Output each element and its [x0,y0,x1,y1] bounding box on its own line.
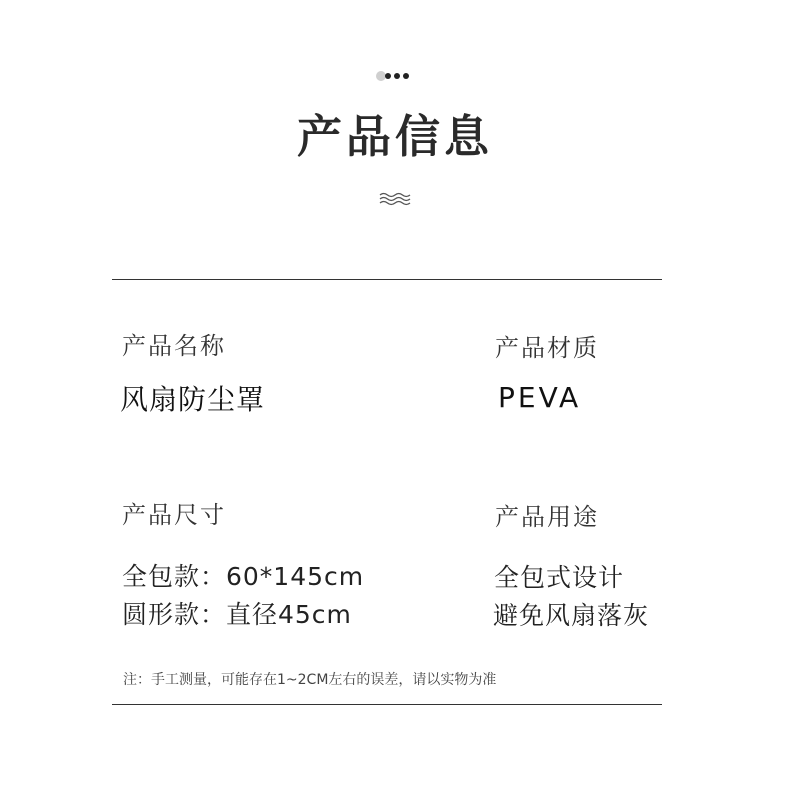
label-product-size: 产品尺寸 [122,501,226,529]
measurement-note: 注：手工测量，可能存在1~2CM左右的误差，请以实物为准 [123,672,497,688]
label-product-usage: 产品用途 [495,503,599,531]
label-product-name: 产品名称 [122,332,226,360]
value-usage-line-2: 避免风扇落灰 [493,601,650,630]
wave-icon [379,191,411,207]
divider-top [112,279,662,280]
dots-icon [376,70,416,82]
value-product-name: 风扇防尘罩 [120,383,266,416]
page-title: 产品信息 [296,110,493,163]
dot-black [394,73,400,79]
value-product-material: PEVA [498,381,582,414]
value-size-line-2: 圆形款：直径45cm [122,600,352,629]
label-product-material: 产品材质 [495,334,599,362]
dot-black [403,73,409,79]
value-size-line-1: 全包款：60*145cm [122,562,365,591]
divider-bottom [112,704,662,705]
dot-black [385,73,391,79]
value-usage-line-1: 全包式设计 [494,563,625,592]
